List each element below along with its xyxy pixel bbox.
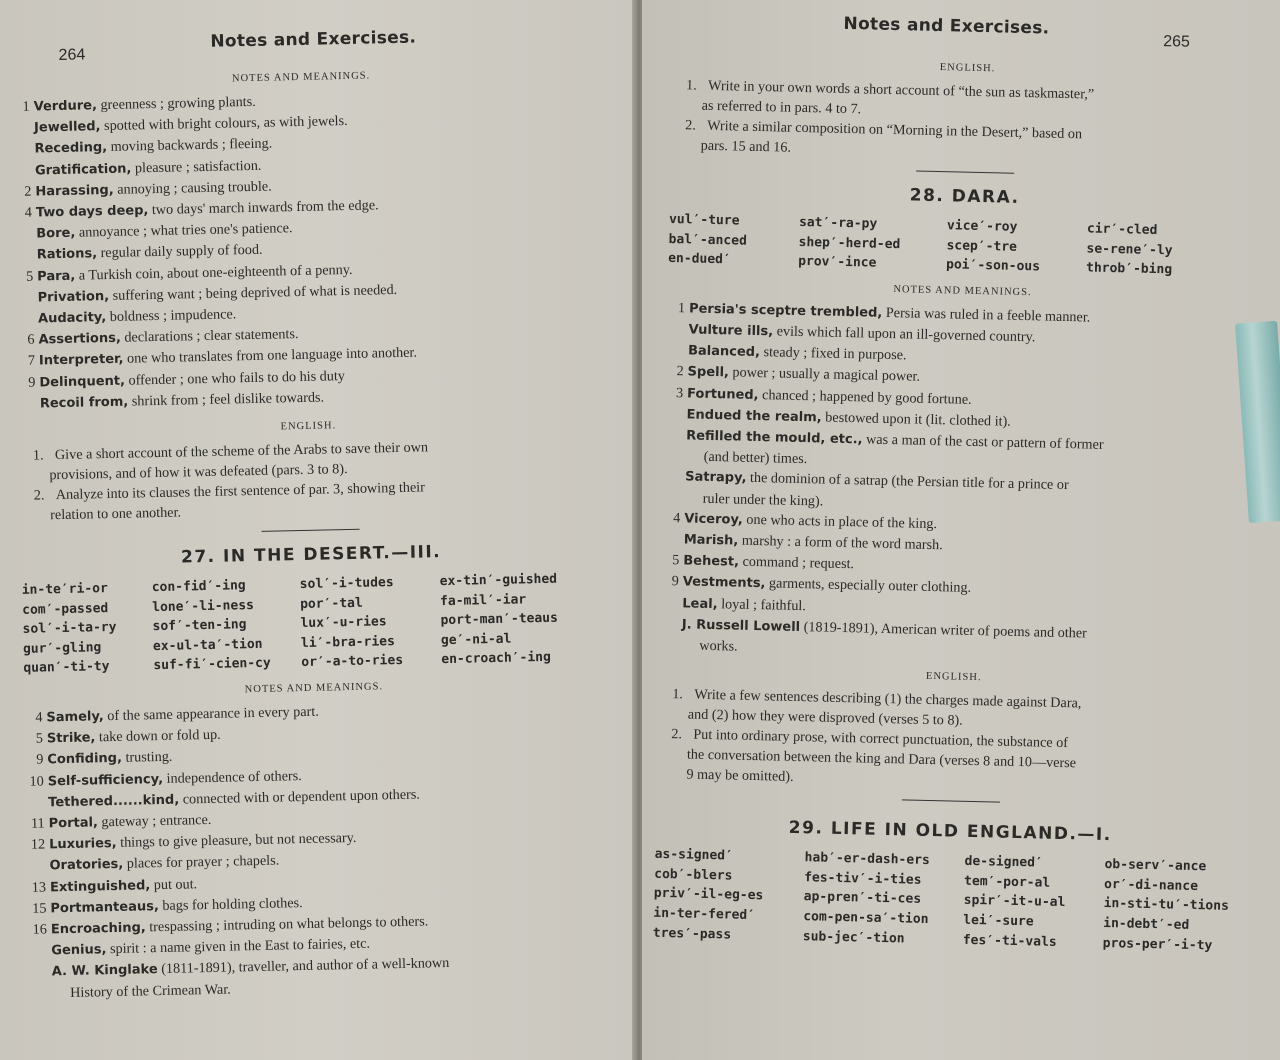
divider-rule [902,800,1000,803]
note-definition: power ; usually a magical power. [728,364,921,386]
note-definition: pleasure ; satisfaction. [131,157,262,177]
exercise-continuation: the conversation between the king and Dara (verses 8 and 10—verse [686,746,1077,772]
note-definition: two days' march inwards from the edge. [148,197,379,219]
note-definition: annoyance ; what tries one's patience. [75,220,293,241]
note-definition: ruler under the king). [702,490,824,510]
spelling-word: quan′-ti-ty [23,659,110,677]
notes-list [24,696,610,1004]
word-list [22,569,604,679]
spelling-word: por′-tal [299,595,363,612]
note-term: Confiding, [47,751,123,768]
exercise-text: Write in your own words a short account of “the sun as taskmaster,” [707,77,1095,103]
spelling-word: in-sti-tu′-tions [1103,896,1230,915]
spelling-word: con-fid′-ing [151,578,246,596]
spelling-word: sub-jec′-tion [802,928,905,947]
page-header-right: Notes and Exercises. [843,13,1050,39]
note-definition: offender ; one who fails to do his duty [124,367,346,389]
note-definition: Persia was ruled in a feeble manner. [882,304,1091,326]
spelling-word: en-croach′-ing [441,650,552,668]
note-number: 6 [27,331,35,348]
spelling-word: fes′-ti-vals [962,932,1057,950]
page-number-left: 264 [58,46,86,64]
note-definition: chanced ; happened by good fortune. [758,386,972,408]
spelling-word: or′-di-nance [1103,876,1199,894]
note-number: 1 [22,98,30,115]
note-definition: things to give pleasure, but not necessary. [116,830,357,852]
note-definition: spirit : a name given in the East to fairies, etc. [106,935,371,958]
note-term: Strike, [46,730,96,747]
note-definition: trusting. [121,749,173,767]
note-term: Self-sufficiency, [47,771,164,789]
note-definition: places for prayer ; chapels. [123,852,280,873]
spelling-word: gur′-gling [22,640,102,657]
exercise-continuation: as referred to in pars. 4 to 7. [701,97,862,118]
page-header-left: Notes and Exercises. [210,27,417,52]
note-number: 2 [676,363,684,380]
note-term: Vulture ills, [688,322,774,340]
note-term: Audacity, [37,310,107,327]
note-term: Portmanteaus, [50,898,159,917]
page-number-right: 265 [1163,33,1191,51]
note-definition: one who acts in place of the king. [742,511,938,532]
spelling-word: vul′-ture [668,211,740,229]
note-term: Balanced, [687,343,761,361]
note-definition: the dominion of a satrap (the Persian title for a prince or [746,470,1069,494]
note-term: A. W. Kinglake [51,962,158,980]
exercise-number: 1. [672,686,684,703]
spelling-word: sol′-i-tudes [299,575,394,593]
note-number: 5 [25,268,34,285]
spelling-word: lei′-sure [963,912,1034,930]
note-term: Para, [37,268,76,285]
note-term: Extinguished, [49,877,151,895]
english-exercises [656,684,1248,797]
note-term: Luxuries, [48,836,117,853]
spelling-word: as-signed′ [654,847,734,864]
exercise-text: Write a similar composition on “Morning in the Desert,” based on [707,117,1083,143]
note-number: 16 [32,921,48,938]
note-definition: of the same appearance in every part. [103,703,319,725]
right-running-head [673,2,1264,55]
exercise-number: 2. [685,117,697,134]
spelling-word: cir′-cled [1086,221,1158,239]
note-term: Interpreter, [38,352,124,369]
note-number: 5 [35,730,44,747]
spelling-word: pros-per′-i-ty [1102,935,1213,954]
note-term: Verdure, [33,98,98,115]
notes-title: NOTES AND MEANINGS. [893,283,1032,298]
note-term: Samely, [46,709,104,726]
exercise-text: Analyze into its clauses the first sentence of par. 3, showing their [55,479,426,504]
note-term: Privation, [37,288,110,306]
spelling-word: tem′-por-al [963,873,1051,891]
spelling-word: com-pen-sa′-tion [803,909,929,928]
spelling-word: fes-tiv′-i-ties [804,870,922,888]
note-term: Jewelled, [33,119,101,136]
note-definition: bags for holding clothes. [158,894,303,914]
note-number: 2 [24,183,32,200]
note-definition: regular daily supply of food. [96,242,263,262]
spelling-word: sat′-ra-py [798,214,878,232]
word-list [668,210,1259,282]
note-term: Assertions, [38,330,121,348]
note-definition: declarations ; clear statements. [120,326,299,346]
note-term: Refilled the mould, etc., [685,428,863,448]
note-term: Leal, [682,595,718,612]
spelling-word: ex-ul-ta′-tion [152,636,263,654]
spelling-word: in-te′ri-or [21,581,109,598]
note-definition: put out. [150,875,198,893]
exercise-continuation: pars. 15 and 16. [700,137,792,156]
note-definition: boldness ; impudence. [106,306,237,326]
note-definition: command ; request. [738,553,855,573]
note-term: Recoil from, [39,394,129,412]
spelling-word: spir′-it-u-al [963,893,1066,911]
spelling-word: se-rene′-ly [1086,241,1173,258]
note-definition: moving backwards ; fleeing. [106,135,273,156]
note-term: Two days deep, [35,203,149,221]
spelling-word: poi′-son-ous [945,257,1041,275]
note-number: 15 [32,900,47,917]
spelling-word: in-debt′-ed [1103,915,1190,933]
note-definition: greenness ; growing plants. [96,93,256,114]
note-term: Portal, [48,815,99,832]
note-definition: garments, especially outer clothing. [765,575,972,597]
spelling-word: suf-fi′-cien-cy [153,656,271,674]
english-title: ENGLISH. [939,62,996,75]
note-definition: marshy : a form of the word marsh. [738,532,943,554]
note-definition: (1811-1891), traveller, and author of a well-known [157,955,450,978]
note-number: 10 [29,773,44,790]
note-number: 7 [27,352,36,370]
left-running-head [10,16,591,68]
spelling-word: ap-pren′-ti-ces [803,889,922,908]
exercise-continuation: provisions, and of how it was defeated (pars. 3 to 8). [49,461,348,484]
spelling-word: vice′-roy [946,218,1018,235]
note-term: Satrapy, [685,469,747,487]
spelling-word: prov′-ince [797,254,877,271]
spelling-word: en-dued′ [668,251,731,268]
note-number: 4 [24,204,33,221]
english-exercises [671,75,1263,168]
notes-title: NOTES AND MEANINGS. [231,70,371,85]
spelling-word: com′-passed [22,600,109,618]
note-term: Rations, [36,246,98,263]
note-definition: take down or fold up. [95,726,221,746]
exercise-number: 1. [32,447,44,464]
note-definition: (1819-1891), American writer of poems and other [799,618,1088,642]
spelling-word: or′-a-to-ries [301,653,404,671]
note-term: Tethered......kind, [48,792,180,811]
note-definition: spotted with bright colours, as with jewels. [100,113,348,135]
note-term: Oratories, [49,857,124,874]
spelling-word: hab′-er-dash-ers [804,850,930,869]
spelling-word: li′-bra-ries [300,633,396,651]
note-number: 4 [673,509,681,527]
spelling-word: in-ter-fered′ [653,905,756,924]
exercise-text: Write a few sentences describing (1) the charges made against Dara, [694,686,1082,712]
notes-list [11,85,598,415]
note-term: Fortuned, [686,385,759,403]
note-definition: steady ; fixed in purpose. [759,344,907,364]
exercise-continuation: relation to one another. [50,504,182,524]
note-definition: connected with or dependent upon others. [179,786,421,808]
spelling-word: scep′-tre [946,237,1018,255]
spelling-word: sof′-ten-ing [152,617,247,635]
note-definition: was a man of the cast or pattern of former [862,431,1104,453]
exercise-continuation: 9 may be omitted). [686,766,794,786]
note-definition: gateway ; entrance. [97,811,212,831]
lesson-title: 29. LIFE IN OLD ENGLAND.—I. [788,818,1112,846]
english-title: ENGLISH. [925,671,982,684]
exercise-text: Give a short account of the scheme of the Arabs to save their own [54,439,429,464]
exercise-continuation: and (2) how they were disproved (verses 5 to 8). [687,706,963,729]
spelling-word: port-man′-teaus [440,610,559,629]
note-number: 3 [675,384,684,401]
spelling-word: fa-mil′-iar [439,591,527,609]
note-definition: one who translates from one language into another. [123,344,418,368]
exercise-number: 2. [33,487,45,504]
note-number: 5 [672,552,680,569]
spelling-word: throb′-bing [1085,260,1173,278]
note-term: Encroaching, [50,920,146,938]
note-number: 13 [31,879,47,896]
note-term: Behest, [683,553,740,570]
note-term: Harassing, [35,182,114,200]
note-definition: (and better) times. [703,448,808,468]
lesson-title: 27. IN THE DESERT.—III. [180,542,442,568]
divider-rule [916,171,1014,174]
note-number: 9 [36,751,44,769]
exercise-item [656,724,1247,797]
exercise-number: 2. [671,726,683,743]
note-number: 1 [677,299,686,317]
note-definition: annoying ; causing trouble. [113,178,272,198]
lesson-title: 28. DARA. [909,185,1020,208]
note-number: 12 [30,836,46,853]
word-list [653,845,1245,956]
spelling-word: tres′-pass [652,925,732,943]
note-definition: bestowed upon it (lit. clothed it). [821,409,1011,430]
spelling-word: ob-serv′-ance [1104,857,1207,875]
note-term: Delinquent, [39,373,126,391]
notes-title: NOTES AND MEANINGS. [244,681,384,696]
spelling-word: priv′-il-eg-es [653,886,764,904]
spelling-word: sol′-i-ta-ry [22,620,117,638]
right-page [642,0,1280,1060]
note-definition: a Turkish coin, about one-eighteenth of a penny. [75,261,353,284]
note-definition: evils which fall upon an ill-governed country. [772,323,1036,346]
note-term: Vestments, [682,574,766,592]
note-definition: History of the Crimean War. [70,981,231,1001]
divider-rule [262,529,360,532]
note-definition: shrink from ; feel dislike towards. [128,389,325,410]
english-exercises [19,434,601,526]
spelling-word: lone′-li-ness [152,597,255,615]
left-page [0,0,636,1060]
note-term: Marish, [683,532,739,549]
spelling-word: ex-tin′-guished [439,571,558,590]
notes-list [659,298,1257,669]
note-definition: trespassing ; intruding on what belongs to others. [145,913,429,936]
note-term: Bore, [36,225,76,242]
note-term: Gratification, [34,161,132,179]
note-term: Persia's sceptre trembled, [688,301,883,321]
note-term: Receding, [34,140,108,157]
note-definition: loyal ; faithful. [717,595,807,614]
note-number: 11 [30,815,45,832]
note-definition: independence of others. [162,767,302,787]
spelling-word: bal′-anced [668,231,748,249]
exercise-number: 1. [685,77,697,94]
spelling-word: cob′-blers [654,866,733,884]
note-term: Endued the realm, [686,407,822,426]
note-term: Spell, [687,364,730,381]
note-definition: works. [699,637,738,655]
note-term: Viceroy, [684,511,743,528]
spelling-word: lux′-u-ries [300,614,387,632]
exercise-text: Put into ordinary prose, with correct punctuation, the substance of [693,726,1069,752]
note-number: 4 [35,709,43,726]
note-definition: suffering want ; being deprived of what is needed. [108,281,398,304]
spelling-word: shep′-herd-ed [798,234,901,252]
note-term: J. Russell Lowell [681,617,801,635]
english-title: ENGLISH. [280,420,337,433]
spelling-word: ge′-ni-al [440,631,512,648]
spelling-word: de-signed′ [964,854,1044,871]
note-term: Genius, [51,942,107,959]
note-number: 9 [28,374,36,391]
note-number: 9 [671,573,680,590]
